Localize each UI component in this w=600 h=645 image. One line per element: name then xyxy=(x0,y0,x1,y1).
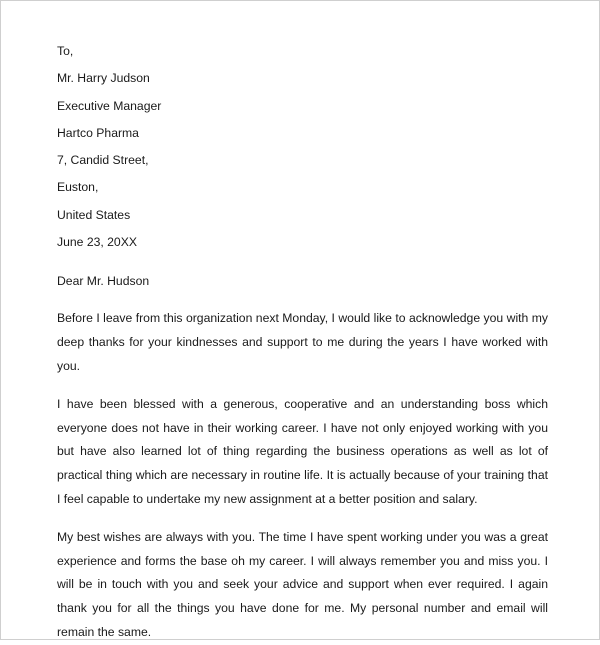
paragraph-2: I have been blessed with a generous, cooperative and an understanding boss which everyone does not have in their working career. I have not only enjoyed working with you but have also learned lot of thing regarding the business operations as well as lot of practical thing which are necessary in routine life. It is actually because of your training that I feel capable to undertake my new assignment at a better position and salary. xyxy=(57,396,548,506)
recipient-address-block xyxy=(57,41,548,259)
address-country: United States xyxy=(57,207,131,222)
address-recipient-title: Executive Manager xyxy=(57,98,162,113)
address-to: To, xyxy=(57,44,74,58)
salutation: Dear Mr. Hudson xyxy=(57,274,150,289)
letter-date: June 23, 20XX xyxy=(57,235,137,250)
paragraph-1: Before I leave from this organization next Monday, I would like to acknowledge you with my deep thanks for your kindnesses and support to me during the years I have worked with you. xyxy=(57,311,548,373)
address-street: 7, Candid Street, xyxy=(57,153,149,168)
paragraph-3: My best wishes are always with you. The time I have spent working under you was a great experience and forms the base oh my career. I will always remember you and miss you. I will be in touch with you and seek your advice and support when ever required. I again thank you for all the things you have done for me. My personal number and email will remain the same. xyxy=(57,529,548,639)
address-company: Hartco Pharma xyxy=(57,125,139,140)
address-city: Euston, xyxy=(57,180,99,195)
address-recipient-name: Mr. Harry Judson xyxy=(57,71,150,86)
letter-body xyxy=(57,41,548,645)
